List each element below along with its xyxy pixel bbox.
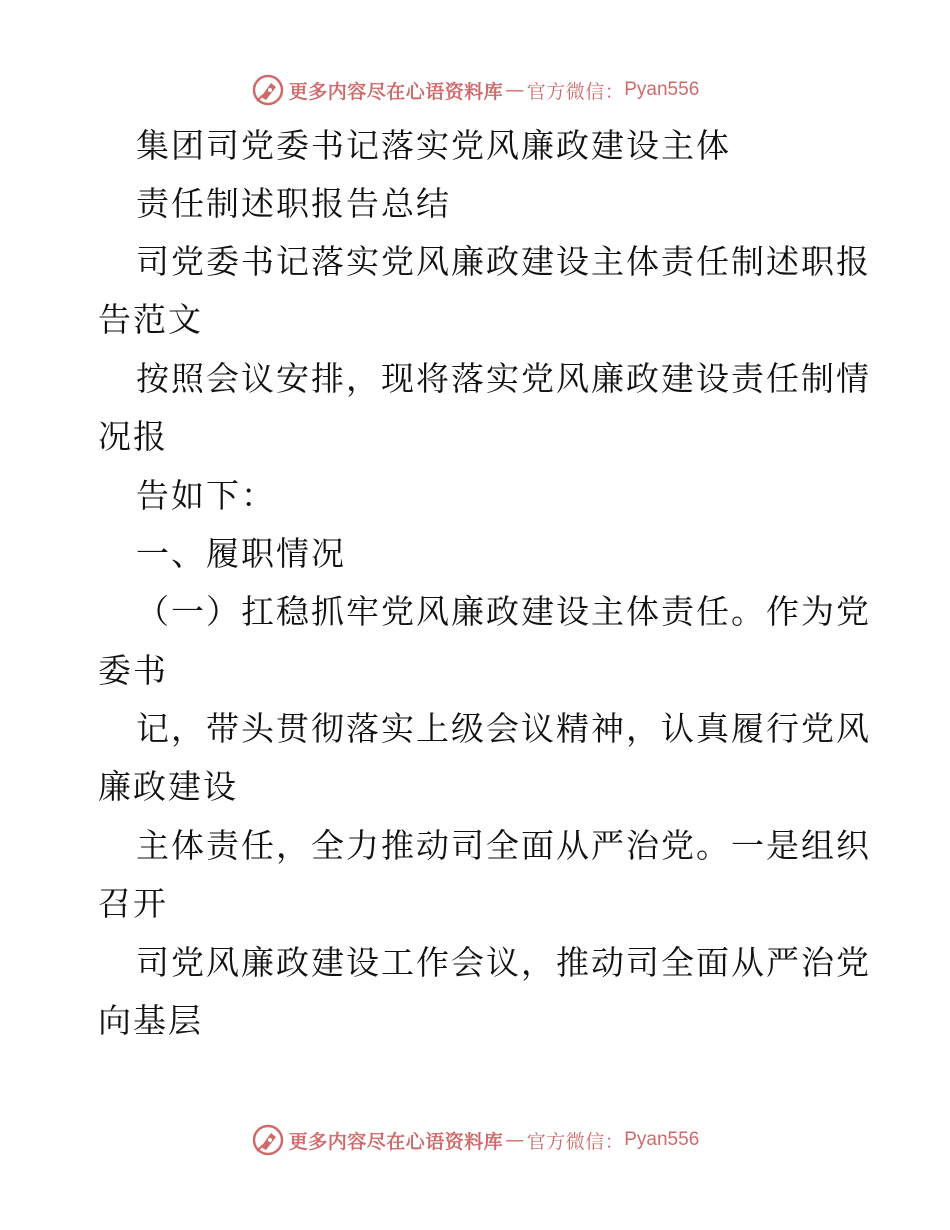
watermark-wechat-id: Pyan556 [624, 1129, 700, 1150]
document-text-line: 司党风廉政建设工作会议，推动司全面从严治党 [136, 943, 871, 982]
document-title-line-2: 责任制述职报告总结 [136, 184, 451, 223]
header-watermark [0, 70, 950, 110]
section-heading: 一、履职情况 [136, 534, 346, 573]
pen-nib-circle-logo-icon [251, 1123, 285, 1157]
document-text-line: 召开 [98, 884, 168, 923]
document-text-line: 委书 [98, 651, 168, 690]
document-text-line: 按照会议安排，现将落实党风廉政建设责任制情 [136, 359, 871, 398]
document-text-line: 记，带头贯彻落实上级会议精神，认真履行党风 [136, 709, 871, 748]
watermark-wechat-id: Pyan556 [624, 79, 700, 100]
footer-watermark [0, 1120, 950, 1160]
document-title-line-1: 集团司党委书记落实党风廉政建设主体 [136, 126, 731, 165]
document-text-line: 司党委书记落实党风廉政建设主体责任制述职报 [136, 242, 871, 281]
watermark-main-text: 更多内容尽在心语资料库 [288, 1130, 504, 1153]
document-text-line: 廉政建设 [98, 767, 238, 806]
document-text-line: 告如下： [136, 476, 276, 515]
watermark-main-text: 更多内容尽在心语资料库 [288, 80, 504, 103]
subsection-heading: （一）扛稳抓牢党风廉政建设主体责任。作为党 [136, 592, 871, 631]
pen-nib-circle-logo-icon [251, 73, 285, 107]
document-text-line: 主体责任，全力推动司全面从严治党。一是组织 [136, 826, 871, 865]
document-text-line: 向基层 [98, 1001, 203, 1040]
watermark-official-label: 官方微信： [526, 80, 625, 103]
document-text-line: 况报 [98, 417, 168, 456]
watermark-separator: — [505, 79, 525, 101]
watermark-separator: — [505, 1129, 525, 1151]
watermark-official-label: 官方微信： [526, 1130, 625, 1153]
document-text-line: 告范文 [98, 300, 203, 339]
